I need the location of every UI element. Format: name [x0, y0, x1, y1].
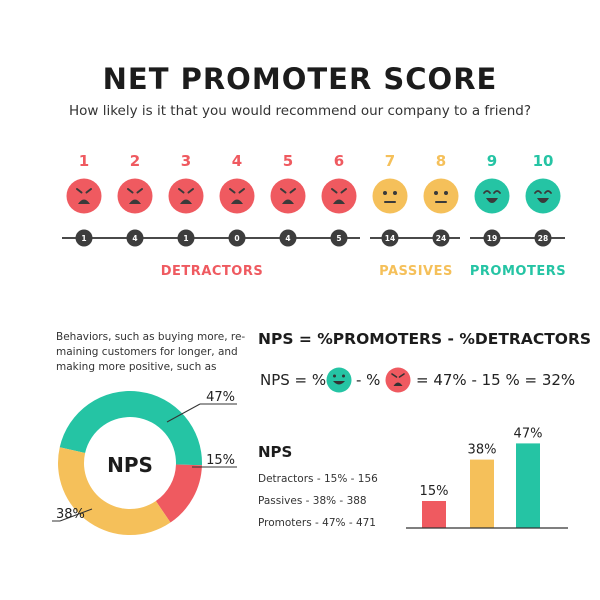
angry-face-icon — [118, 179, 153, 214]
nps-donut-chart — [52, 380, 252, 545]
angry-face-icon — [322, 179, 357, 214]
score-number: 9 — [486, 152, 498, 170]
response-count: 1 — [81, 234, 87, 243]
angry-face-icon — [271, 179, 306, 214]
response-count: 4 — [132, 234, 138, 243]
neutral-face-icon — [424, 179, 459, 214]
response-count: 28 — [537, 234, 549, 243]
score-number: 3 — [180, 152, 192, 170]
passives-label: PASSIVES — [379, 264, 453, 279]
response-count: 14 — [384, 234, 396, 243]
score-number: 2 — [129, 152, 141, 170]
response-count: 0 — [234, 234, 240, 243]
score-number: 8 — [435, 152, 447, 170]
angry-face-icon — [169, 179, 204, 214]
angry-face-icon — [220, 179, 255, 214]
page-subtitle: How likely is it that you would recommend our company to a friend? — [68, 103, 532, 119]
score-number: 7 — [384, 152, 396, 170]
nps-summary-detractors: Detractors - 15% - 156 — [258, 473, 378, 485]
donut-label-detractors: 15% — [206, 453, 235, 468]
score-scale — [0, 140, 600, 290]
formula-result: = 47% - 15 % = 32% — [416, 371, 576, 389]
bar-value-label: 47% — [513, 426, 543, 442]
formula-prefix: NPS = % — [260, 371, 327, 389]
score-number: 6 — [333, 152, 345, 170]
happy-face-icon — [475, 179, 510, 214]
bar-detractors — [422, 501, 446, 528]
bar-value-label: 38% — [467, 442, 497, 458]
response-count: 24 — [435, 234, 447, 243]
response-count: 19 — [486, 234, 498, 243]
nps-summary-promoters: Promoters - 47% - 471 — [258, 517, 376, 529]
page-title: NET PROMOTER SCORE — [102, 62, 498, 96]
score-number: 4 — [231, 152, 243, 170]
nps-formula-title: NPS = %PROMOTERS - %DETRACTORS — [258, 330, 592, 348]
neutral-face-icon — [373, 179, 408, 214]
response-count: 5 — [336, 234, 342, 243]
happy-face-icon — [526, 179, 561, 214]
nps-bar-chart — [400, 420, 580, 535]
promoters-label: PROMOTERS — [469, 264, 567, 279]
score-number: 5 — [282, 152, 294, 170]
detractors-label: DETRACTORS — [160, 264, 264, 279]
score-number: 10 — [532, 152, 554, 170]
angry-face-icon — [386, 368, 411, 393]
donut-label-promoters: 47% — [206, 390, 235, 405]
nps-summary-passives: Passives - 38% - 388 — [258, 495, 367, 507]
formula-minus: - % — [356, 371, 381, 389]
donut-center-label: NPS — [107, 453, 153, 477]
angry-face-icon — [67, 179, 102, 214]
bar-value-label: 15% — [419, 484, 449, 499]
happy-face-icon — [327, 368, 352, 393]
bar-promoters — [516, 443, 540, 528]
bar-passives — [470, 460, 494, 528]
nps-formula — [258, 362, 578, 398]
score-number: 1 — [78, 152, 90, 170]
response-count: 1 — [183, 234, 189, 243]
behaviors-text: Behaviors, such as buying more, re-maining customers for longer, and making more positive, such as — [56, 331, 246, 373]
donut-label-passives: 38% — [56, 507, 85, 522]
nps-summary-heading: NPS — [258, 443, 293, 461]
response-count: 4 — [285, 234, 291, 243]
